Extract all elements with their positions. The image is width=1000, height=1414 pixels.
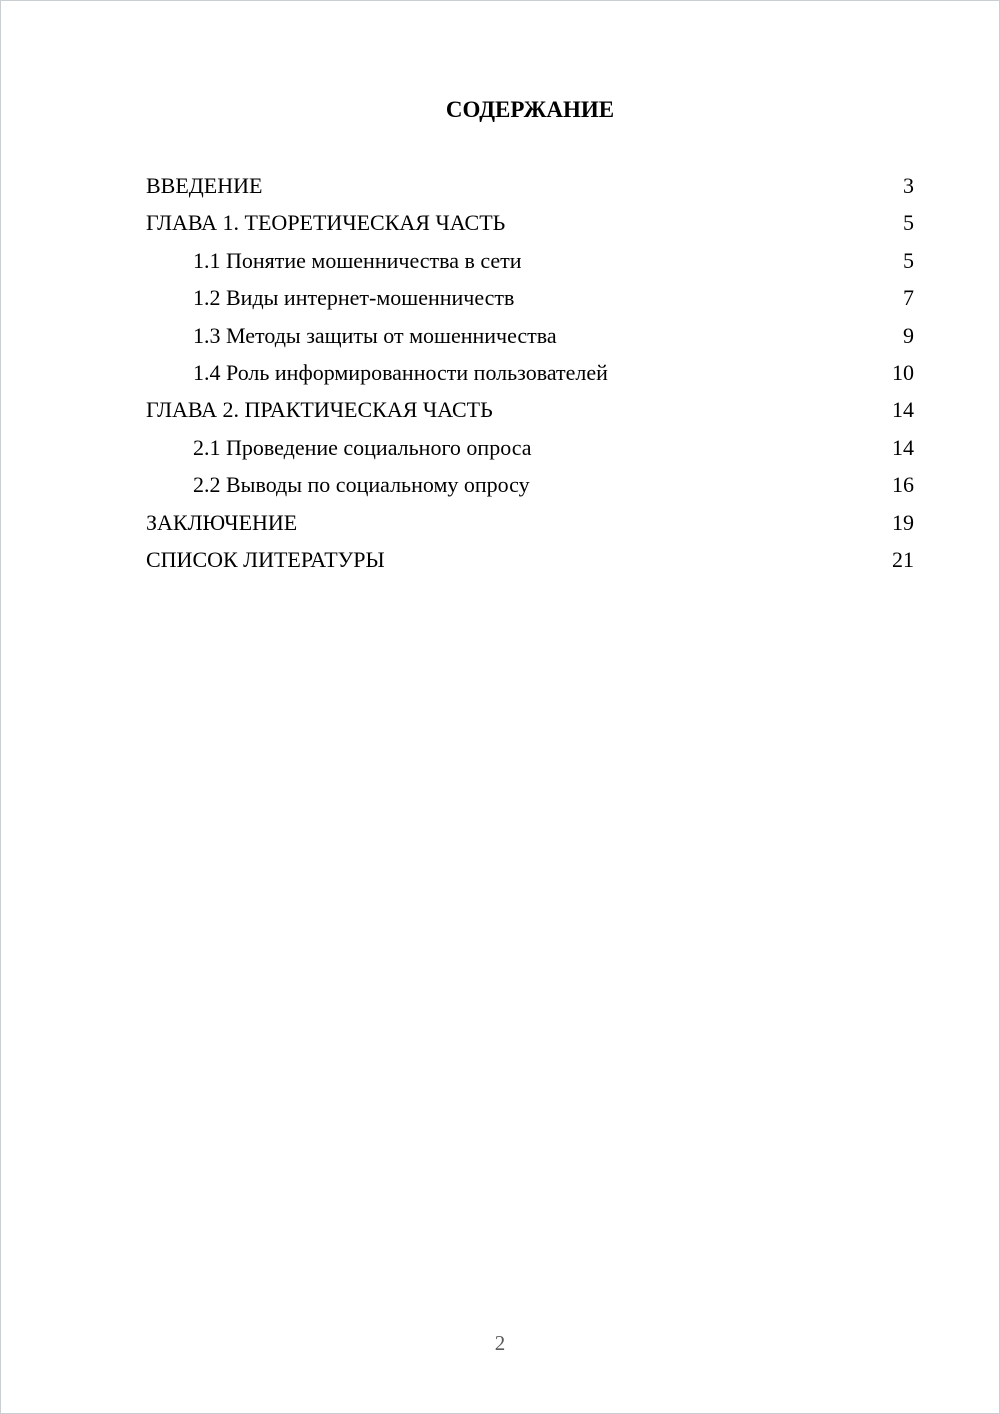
toc-entry xyxy=(146,466,914,503)
toc-entry-page: 14 xyxy=(892,434,914,460)
toc-entry-page: 9 xyxy=(903,322,914,348)
toc-entry-label: 1.3 Методы защиты от мошенничества xyxy=(193,322,557,348)
toc-entry-page: 16 xyxy=(892,472,914,498)
toc-entry-page: 5 xyxy=(903,247,914,273)
toc-entry-label: ГЛАВА 2. ПРАКТИЧЕСКАЯ ЧАСТЬ xyxy=(146,397,493,423)
toc-entry-page: 5 xyxy=(903,210,914,236)
toc-entry-label: 2.1 Проведение социального опроса xyxy=(193,434,532,460)
toc-entry xyxy=(146,242,914,279)
table-of-contents xyxy=(146,167,914,578)
toc-entry xyxy=(146,354,914,391)
footer-page-number: 2 xyxy=(494,1331,506,1355)
toc-entry-label: 2.2 Выводы по социальному опросу xyxy=(193,472,530,498)
toc-entry xyxy=(146,279,914,316)
toc-entry xyxy=(146,204,914,241)
toc-entry-label: СПИСОК ЛИТЕРАТУРЫ xyxy=(146,547,385,573)
toc-entry-label: 1.4 Роль информированности пользователей xyxy=(193,360,608,386)
toc-entry-label: ВВЕДЕНИЕ xyxy=(146,173,263,198)
toc-entry-page: 3 xyxy=(903,173,914,198)
toc-entry-page: 14 xyxy=(892,397,914,423)
toc-entry xyxy=(146,429,914,466)
toc-entry-page: 10 xyxy=(892,360,914,386)
toc-entry xyxy=(146,541,914,578)
page-title: СОДЕРЖАНИЕ xyxy=(445,97,615,122)
toc-entry xyxy=(146,504,914,541)
toc-entry-page: 21 xyxy=(892,547,914,573)
toc-entry xyxy=(146,317,914,354)
toc-entry-label: 1.2 Виды интернет-мошенничеств xyxy=(193,285,515,311)
toc-entry xyxy=(146,167,914,204)
toc-entry-label: 1.1 Понятие мошенничества в сети xyxy=(193,247,522,273)
toc-entry-page: 19 xyxy=(892,509,914,535)
toc-entry xyxy=(146,391,914,428)
toc-entry-label: ГЛАВА 1. ТЕОРЕТИЧЕСКАЯ ЧАСТЬ xyxy=(146,210,506,236)
toc-entry-page: 7 xyxy=(903,285,914,311)
toc-entry-label: ЗАКЛЮЧЕНИЕ xyxy=(146,509,298,535)
